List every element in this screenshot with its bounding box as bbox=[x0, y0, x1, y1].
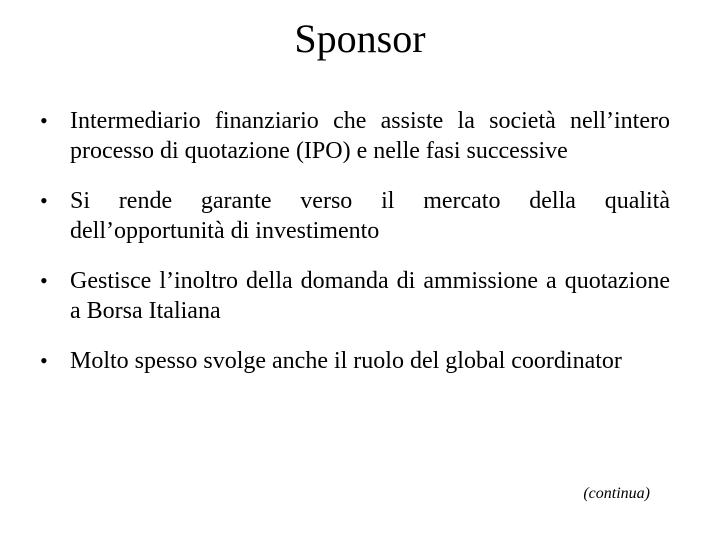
bullet-text: Si rende garante verso il mercato della qualità dell’opportunità di investimento bbox=[70, 188, 670, 244]
bullet-text: Molto spesso svolge anche il ruolo del global coordinator bbox=[70, 348, 622, 374]
continua-note: (continua) bbox=[583, 485, 650, 502]
bullet-item bbox=[40, 346, 670, 376]
bullet-icon: • bbox=[40, 188, 48, 213]
bullet-icon: • bbox=[40, 268, 48, 293]
bullet-icon: • bbox=[40, 108, 48, 133]
bullet-text: Intermediario finanziario che assiste la società nell’intero processo di quotazione (IPO) e nelle fasi successive bbox=[70, 108, 670, 164]
bullet-item bbox=[40, 266, 670, 326]
bullet-list bbox=[40, 106, 670, 396]
slide-title: Sponsor bbox=[294, 16, 426, 61]
bullet-icon: • bbox=[40, 348, 48, 373]
bullet-text: Gestisce l’inoltro della domanda di ammissione a quotazione a Borsa Italiana bbox=[70, 268, 670, 324]
bullet-item bbox=[40, 186, 670, 246]
bullet-item bbox=[40, 106, 670, 166]
